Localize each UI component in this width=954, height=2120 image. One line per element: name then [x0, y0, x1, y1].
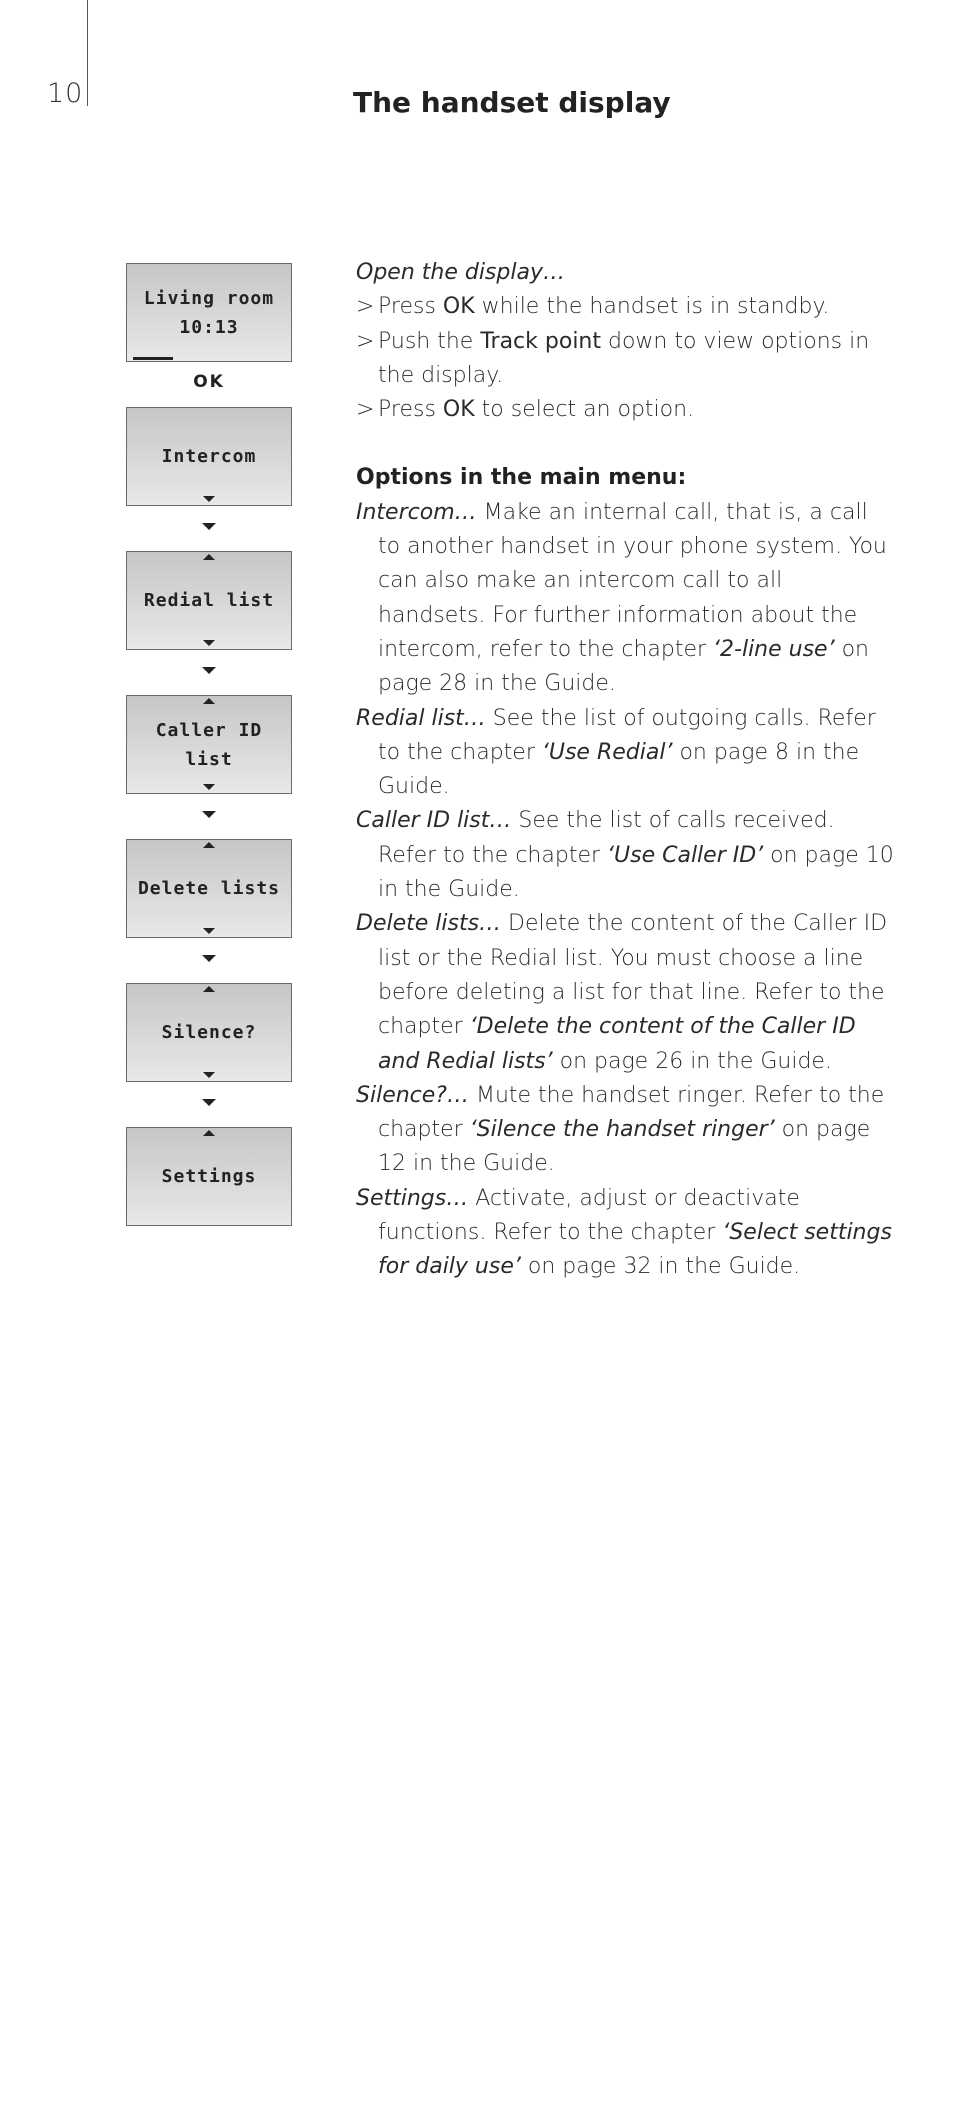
- instructions: [356, 256, 896, 1285]
- standby-line-1: Living room: [143, 287, 275, 309]
- display-label: Settings: [161, 1166, 257, 1187]
- scroll-up-icon: [203, 842, 215, 848]
- scroll-down-icon: [203, 640, 215, 646]
- scroll-up-icon: [203, 698, 215, 704]
- entry-text: Activate, adjust or deactivate functions. Refer to the chapter: [378, 1185, 800, 1246]
- display-silence: [126, 983, 292, 1082]
- entry-intercom: [356, 496, 896, 702]
- entry-term: Redial list…: [356, 705, 486, 731]
- chapter-reference: ‘Use Caller ID’: [607, 842, 764, 868]
- scroll-up-icon: [203, 1130, 215, 1136]
- main-menu-heading: Options in the main menu:: [356, 465, 687, 491]
- page-margin-rule: [87, 0, 88, 106]
- entry-text: Delete the content of the Caller ID list or the Redial list. You must choose a line before deleting a list for that line. Refer to the chapter: [378, 911, 888, 1040]
- entry-term: Delete lists…: [356, 911, 502, 937]
- step-text: to select an option.: [474, 397, 695, 423]
- entry-tail: on page 10 in the Guide.: [378, 842, 894, 903]
- entry-term: Caller ID list…: [356, 808, 512, 834]
- arrow-down-icon: [202, 523, 216, 530]
- navigation-step: [126, 794, 292, 839]
- display-redial-list: [126, 551, 292, 650]
- page-title: The handset display: [353, 86, 671, 119]
- display-label: Silence?: [161, 1022, 257, 1043]
- page-number: 10: [47, 78, 84, 109]
- scroll-down-icon: [203, 928, 215, 934]
- step-marker: >: [356, 294, 375, 320]
- entry-tail: on page 12 in the Guide.: [378, 1117, 871, 1177]
- display-label: Intercom: [161, 446, 257, 467]
- step-text: down to view options in the display.: [378, 328, 870, 388]
- key-ok: OK: [442, 397, 475, 423]
- standby-line-2: 10:13: [179, 316, 239, 338]
- key-track-point: Track point: [480, 328, 601, 354]
- entry-caller-id-list: [356, 804, 896, 907]
- chapter-reference: ‘Silence the handset ringer’: [469, 1117, 775, 1143]
- open-display-heading: Open the display…: [356, 260, 565, 285]
- display-delete-lists: [126, 839, 292, 938]
- entry-settings: [356, 1182, 896, 1285]
- display-label: Redial list: [143, 590, 275, 611]
- display-sequence: [126, 263, 292, 1226]
- step-marker: >: [356, 328, 375, 354]
- entry-text: See the list of outgoing calls. Refer to the chapter: [378, 705, 876, 765]
- chapter-reference: ‘Use Redial’: [541, 739, 673, 765]
- display-caller-id-list: [126, 695, 292, 794]
- scroll-up-icon: [203, 554, 215, 560]
- entry-tail: on page 32 in the Guide.: [520, 1254, 801, 1280]
- display-standby: [126, 263, 292, 362]
- step-3: [356, 393, 896, 427]
- ok-step: [126, 362, 292, 407]
- cursor-bar: [133, 357, 173, 360]
- scroll-down-icon: [203, 784, 215, 790]
- display-label: Delete lists: [137, 878, 281, 899]
- step-text: Press: [378, 294, 443, 320]
- step-text: while the handset is in standby.: [474, 294, 830, 320]
- arrow-down-icon: [202, 955, 216, 962]
- display-label: Caller ID list: [155, 719, 263, 770]
- display-intercom: [126, 407, 292, 506]
- ok-label: OK: [193, 372, 225, 392]
- entry-text: Mute the handset ringer. Refer to the chapter: [378, 1082, 885, 1143]
- entry-delete-lists: [356, 907, 896, 1078]
- arrow-down-icon: [202, 1099, 216, 1106]
- arrow-down-icon: [202, 667, 216, 674]
- step-text: Push the: [378, 328, 481, 354]
- chapter-reference: ‘2-line use’: [713, 636, 835, 662]
- entry-text: Make an internal call, that is, a call to another handset in your phone system. You can also make an intercom call to all handsets. For further information about the intercom, refer to the chapter: [378, 499, 887, 662]
- entry-tail: on page 26 in the Guide.: [552, 1048, 832, 1074]
- scroll-up-icon: [203, 986, 215, 992]
- scroll-down-icon: [203, 1072, 215, 1078]
- display-settings: [126, 1127, 292, 1226]
- entry-redial-list: [356, 702, 896, 805]
- entry-term: Settings…: [356, 1185, 469, 1211]
- navigation-step: [126, 938, 292, 983]
- entry-term: Intercom…: [356, 499, 477, 525]
- chapter-reference: ‘Delete the content of the Caller ID and Redial lists’: [378, 1014, 856, 1074]
- entry-silence: [356, 1079, 896, 1182]
- key-ok: OK: [442, 294, 475, 320]
- step-text: Press: [378, 397, 443, 423]
- entry-term: Silence?…: [356, 1082, 469, 1108]
- step-2: [356, 325, 896, 394]
- entry-text: See the list of calls received. Refer to the chapter: [378, 808, 835, 868]
- step-1: [356, 290, 896, 324]
- navigation-step: [126, 650, 292, 695]
- entry-tail: on page 28 in the Guide.: [378, 636, 869, 697]
- navigation-step: [126, 1082, 292, 1127]
- chapter-reference: ‘Select settings for daily use’: [378, 1220, 892, 1280]
- arrow-down-icon: [202, 811, 216, 818]
- scroll-down-icon: [203, 496, 215, 502]
- navigation-step: [126, 506, 292, 551]
- entry-tail: on page 8 in the Guide.: [378, 739, 860, 800]
- step-marker: >: [356, 397, 375, 423]
